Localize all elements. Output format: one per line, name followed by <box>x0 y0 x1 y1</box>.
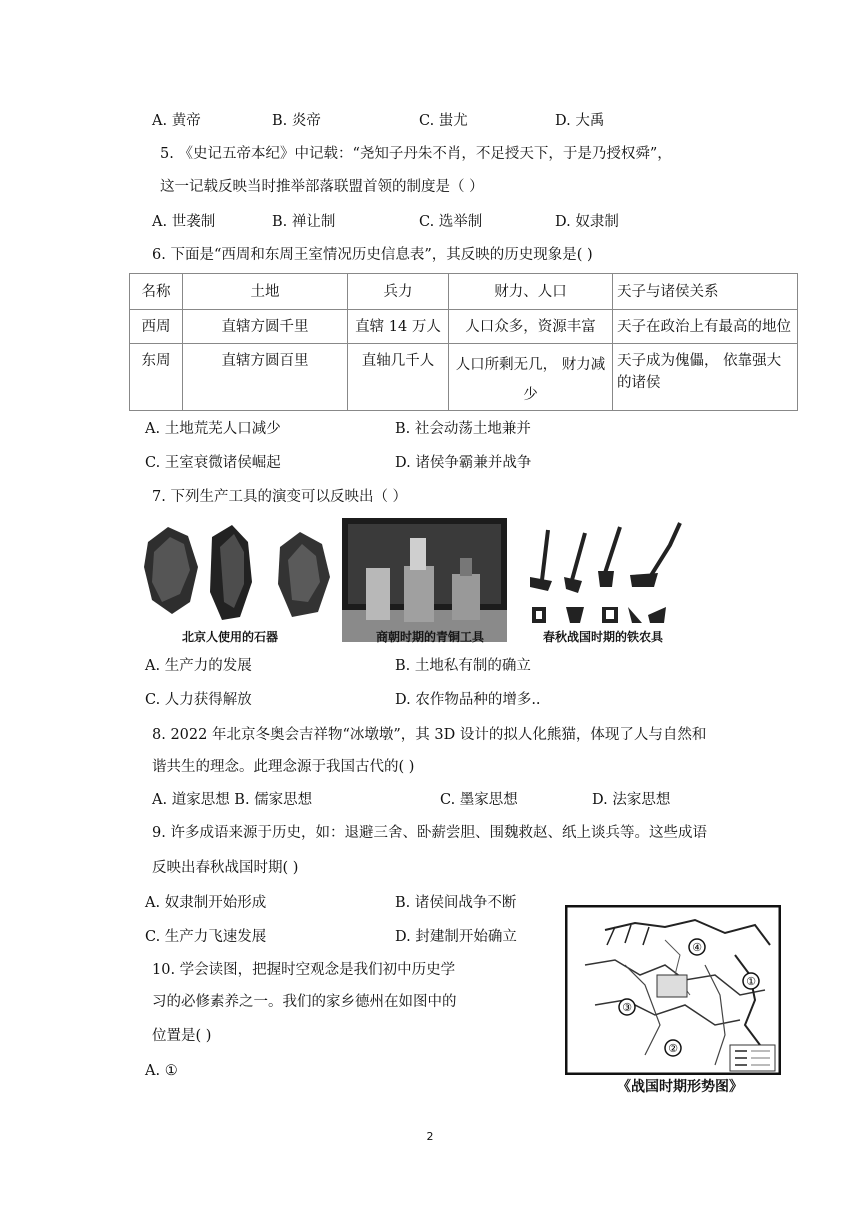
svg-text:②: ② <box>668 1042 678 1055</box>
q9-option-a: A. 奴隶制开始形成 <box>145 895 267 911</box>
q7-stem: 7. 下列生产工具的演变可以反映出（ ） <box>152 489 408 505</box>
warring-states-map <box>565 905 781 1075</box>
table-row <box>130 344 798 411</box>
q6-option-a: A. 土地荒芜人口减少 <box>145 421 281 437</box>
q4-option-b: B. 炎帝 <box>272 113 321 129</box>
q7-option-c: C. 人力获得解放 <box>145 692 252 708</box>
q6-option-d: D. 诸侯争霸兼并战争 <box>395 455 532 471</box>
svg-text:④: ④ <box>692 941 702 954</box>
table-cell: 人口众多，资源丰富 <box>449 310 613 344</box>
table-cell: 天子在政治上有最高的地位 <box>613 310 798 344</box>
q9-option-d: D. 封建制开始确立 <box>395 929 517 945</box>
table-cell: 直辖 14 万人 <box>348 310 449 344</box>
table-cell: 直辖方圆千里 <box>183 310 348 344</box>
table-header-cell: 兵力 <box>348 274 449 310</box>
map-caption: 《战国时期形势图》 <box>617 1079 743 1095</box>
q8-option-ab: A. 道家思想 B. 儒家思想 <box>152 792 313 808</box>
table-cell: 东周 <box>130 344 183 411</box>
q4-option-a: A. 黄帝 <box>152 113 201 129</box>
q5-option-a: A. 世袭制 <box>152 214 216 230</box>
svg-text:①: ① <box>746 975 756 988</box>
iron-tools-image <box>520 515 695 640</box>
table-cell: 直轴几千人 <box>348 344 449 411</box>
bronze-tools-caption: 商朝时期的青铜工具 <box>376 630 485 644</box>
table-header-cell: 财力、人口 <box>449 274 613 310</box>
table-header-cell: 天子与诸侯关系 <box>613 274 798 310</box>
q5-option-c: C. 选举制 <box>419 214 483 230</box>
q5-option-b: B. 禅让制 <box>272 214 336 230</box>
q5-stem-line1: 5. 《史记五帝本纪》中记载：“尧知子丹朱不肖，不足授天下，于是乃授权舜”， <box>160 146 672 162</box>
q9-option-b: B. 诸侯间战争不断 <box>395 895 517 911</box>
q10-stem-line2: 习的必修素养之一。我们的家乡德州在如图中的 <box>152 994 457 1010</box>
q4-option-c: C. 蚩尤 <box>419 113 468 129</box>
q10-stem-line1: 10. 学会读图，把握时空观念是我们初中历史学 <box>152 962 456 978</box>
q7-option-a: A. 生产力的发展 <box>145 658 252 674</box>
table-header-cell: 土地 <box>183 274 348 310</box>
table-cell: 天子成为傀儡， 依靠强大的诸侯 <box>613 344 798 411</box>
q9-option-c: C. 生产力飞速发展 <box>145 929 267 945</box>
page-number: 2 <box>426 1130 434 1143</box>
table-cell: 人口所剩无几， 财力减少 <box>449 344 613 411</box>
q5-stem-line2: 这一记载反映当时推举部落联盟首领的制度是（ ） <box>160 179 484 195</box>
stone-tools-caption: 北京人使用的石器 <box>182 630 279 644</box>
q6-option-c: C. 王室衰微诸侯崛起 <box>145 455 281 471</box>
q4-option-d: D. 大禹 <box>555 113 605 129</box>
table-header-cell: 名称 <box>130 274 183 310</box>
q5-option-d: D. 奴隶制 <box>555 214 619 230</box>
q6-option-b: B. 社会动荡土地兼并 <box>395 421 531 437</box>
q8-stem-line2: 谐共生的理念。此理念源于我国古代的( ) <box>152 759 415 775</box>
q8-option-c: C. 墨家思想 <box>440 792 518 808</box>
q7-option-d: D. 农作物品种的增多.. <box>395 692 541 708</box>
table-cell: 直辖方圆百里 <box>183 344 348 411</box>
q8-stem-line1: 8. 2022 年北京冬奥会吉祥物“冰墩墩”，其 3D 设计的拟人化熊猫，体现了人与自然和 <box>152 727 707 743</box>
bronze-tools-image <box>342 518 507 642</box>
table-cell: 西周 <box>130 310 183 344</box>
table-row <box>130 310 798 344</box>
q8-option-d: D. 法家思想 <box>592 792 671 808</box>
q9-stem-line2: 反映出春秋战国时期( ) <box>152 860 299 876</box>
q6-stem: 6. 下面是“西周和东周王室情况历史信息表”，其反映的历史现象是( ) <box>152 247 593 263</box>
svg-text:③: ③ <box>622 1001 632 1014</box>
iron-tools-caption: 春秋战国时期的铁农具 <box>543 630 664 644</box>
q9-stem-line1: 9. 许多成语来源于历史，如：退避三舍、卧薪尝胆、围魏救赵、纸上谈兵等。这些成语 <box>152 825 707 841</box>
q10-option-a: A. ① <box>145 1063 178 1079</box>
table-header-row <box>130 274 798 310</box>
zhou-info-table <box>129 273 798 411</box>
q10-stem-line3: 位置是( ) <box>152 1028 212 1044</box>
q7-option-b: B. 土地私有制的确立 <box>395 658 531 674</box>
